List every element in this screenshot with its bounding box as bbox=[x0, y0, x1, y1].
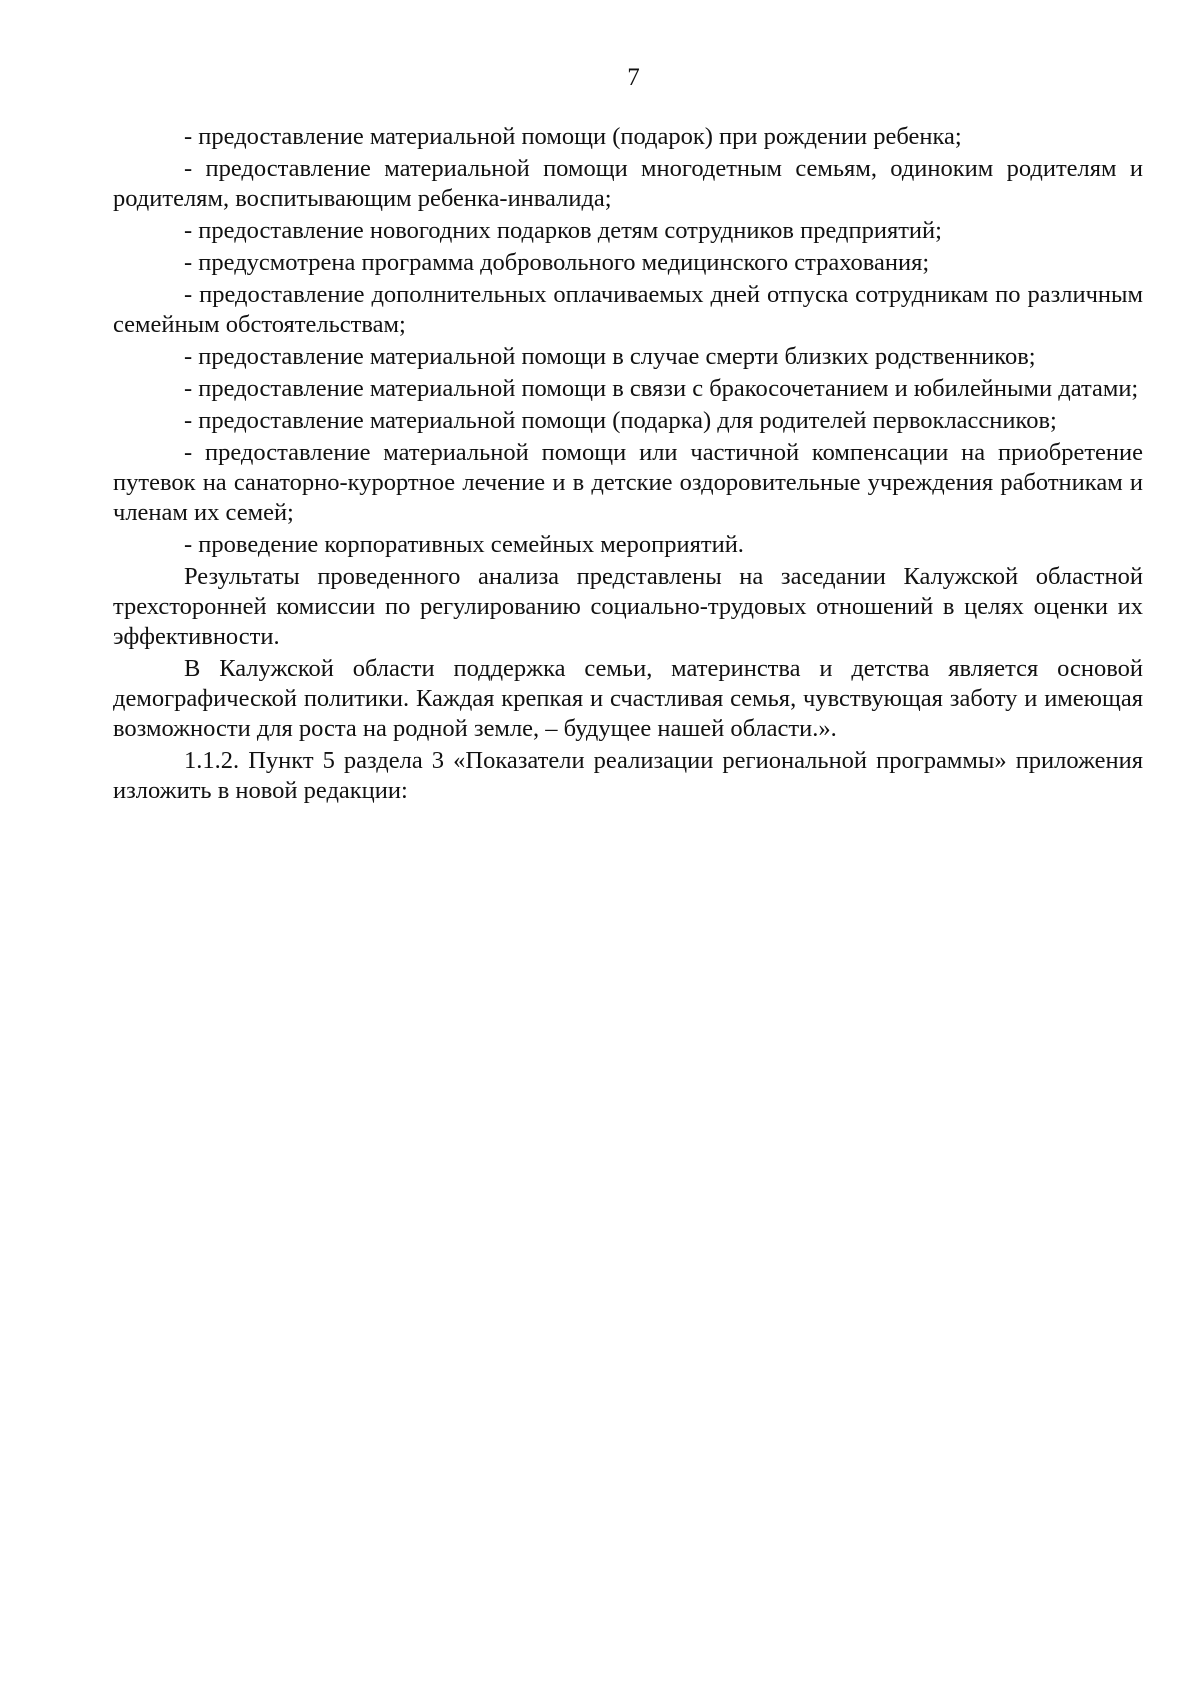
paragraph-12: В Калужской области поддержка семьи, материнства и детства является основой демографической политики. Каждая крепкая и счастливая семья, чувствующая заботу и имеющая возможности для роста на родной земле, – будущее нашей области.». bbox=[113, 655, 1143, 742]
paragraph-8: - предоставление материальной помощи (подарка) для родителей первоклассников; bbox=[184, 407, 1057, 434]
document-body bbox=[113, 122, 1143, 808]
paragraph-1: - предоставление материальной помощи (подарок) при рождении ребенка; bbox=[184, 123, 962, 150]
paragraph-7: - предоставление материальной помощи в связи с бракосочетанием и юбилейными датами; bbox=[184, 375, 1139, 402]
paragraph-11: Результаты проведенного анализа представлены на заседании Калужской областной трехсторонней комиссии по регулированию социально-трудовых отношений в целях оценки их эффективности. bbox=[113, 563, 1143, 650]
paragraph-13: 1.1.2. Пункт 5 раздела 3 «Показатели реализации региональной программы» приложения изложить в новой редакции: bbox=[113, 747, 1143, 804]
paragraph-2: - предоставление материальной помощи многодетным семьям, одиноким родителям и родителям, воспитывающим ребенка-инвалида; bbox=[113, 155, 1143, 212]
paragraph-5: - предоставление дополнительных оплачиваемых дней отпуска сотрудникам по различным семейным обстоятельствам; bbox=[113, 281, 1143, 338]
paragraph-10: - проведение корпоративных семейных мероприятий. bbox=[184, 531, 744, 558]
paragraph-4: - предусмотрена программа добровольного медицинского страхования; bbox=[184, 249, 930, 276]
page-number: 7 bbox=[627, 64, 640, 91]
paragraph-9: - предоставление материальной помощи или частичной компенсации на приобретение путевок на санаторно-курортное лечение и в детские оздоровительные учреждения работникам и членам их семей; bbox=[113, 439, 1143, 526]
paragraph-6: - предоставление материальной помощи в случае смерти близких родственников; bbox=[184, 343, 1036, 370]
paragraph-3: - предоставление новогодних подарков детям сотрудников предприятий; bbox=[184, 217, 942, 244]
